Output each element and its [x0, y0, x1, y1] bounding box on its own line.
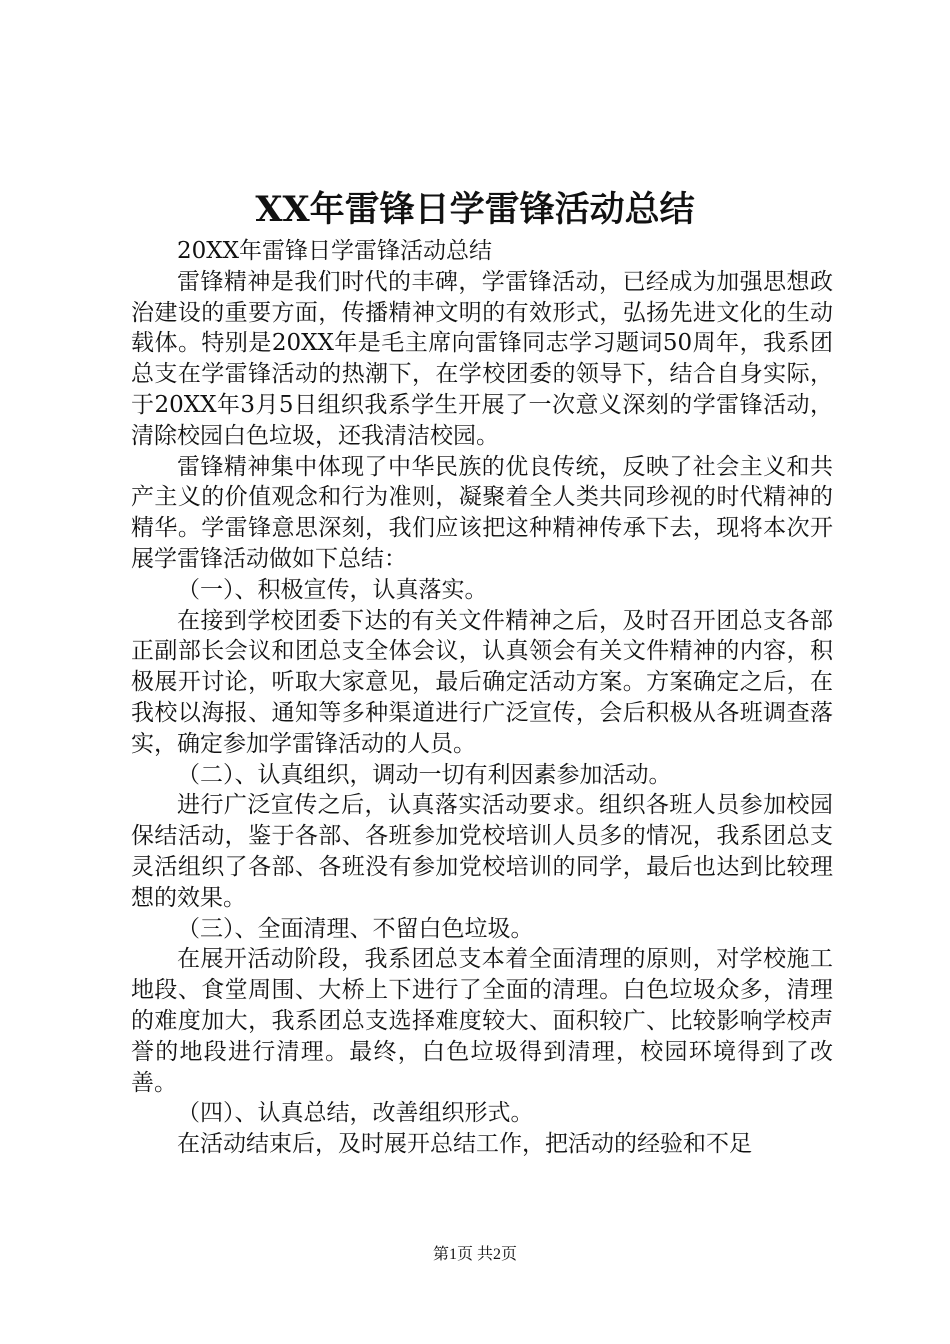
- section-heading-2: （二）、认真组织，调动一切有利因素参加活动。: [177, 761, 672, 788]
- document-subtitle: 20XX年雷锋日学雷锋活动总结: [177, 238, 493, 264]
- paragraph-section-4: 在活动结束后，及时展开总结工作，把活动的经验和不足: [177, 1131, 752, 1158]
- section-heading-1: （一）、积极宣传，认真落实。: [177, 576, 488, 603]
- page-footer: 第1页 共2页: [432, 1246, 517, 1263]
- paragraph-section-2: 进行广泛宣传之后，认真落实活动要求。组织各班人员参加校园保结活动，鉴于各部、各班参加党校培训人员多的情况，我系团总支灵活组织了各部、各班没有参加党校培训的同学，最后也达到比较理想的效果。: [131, 792, 833, 911]
- document-body: [131, 236, 833, 1160]
- paragraph-section-3: 在展开活动阶段，我系团总支本着全面清理的原则，对学校施工地段、食堂周围、大桥上下进行了全面的清理。白色垃圾众多，清理的难度加大，我系团总支选择难度较大、面积较广、比较影响学校声誉的地段进行清理。最终，白色垃圾得到清理，校园环境得到了改善。: [131, 946, 833, 1096]
- paragraph-spirit: 雷锋精神集中体现了中华民族的优良传统，反映了社会主义和共产主义的价值观念和行为准则，凝聚着全人类共同珍视的时代精神的精华。学雷锋意思深刻，我们应该把这种精神传承下去，现将本次开展学雷锋活动做如下总结：: [131, 453, 833, 572]
- section-heading-3: （三）、全面清理、不留白色垃圾。: [177, 915, 534, 942]
- section-heading-4: （四）、认真总结，改善组织形式。: [177, 1100, 534, 1127]
- paragraph-section-1: 在接到学校团委下达的有关文件精神之后，及时召开团总支各部正副部长会议和团总支全体会议，认真领会有关文件精神的内容，积极展开讨论，听取大家意见，最后确定活动方案。方案确定之后，在我校以海报、通知等多种渠道进行广泛宣传，会后积极从各班调查落实，确定参加学雷锋活动的人员。: [131, 607, 833, 757]
- paragraph-intro: 雷锋精神是我们时代的丰碑，学雷锋活动，已经成为加强思想政治建设的重要方面，传播精神文明的有效形式，弘扬先进文化的生动载体。特别是20XX年是毛主席向雷锋同志学习题词50周年，我系团总支在学雷锋活动的热潮下，在学校团委的领导下，结合自身实际，于20XX年3月5日组织我系学生开展了一次意义深刻的学雷锋活动，清除校园白色垃圾，还我清洁校园。: [131, 268, 833, 449]
- document-title: XX年雷锋日学雷锋活动总结: [255, 189, 695, 230]
